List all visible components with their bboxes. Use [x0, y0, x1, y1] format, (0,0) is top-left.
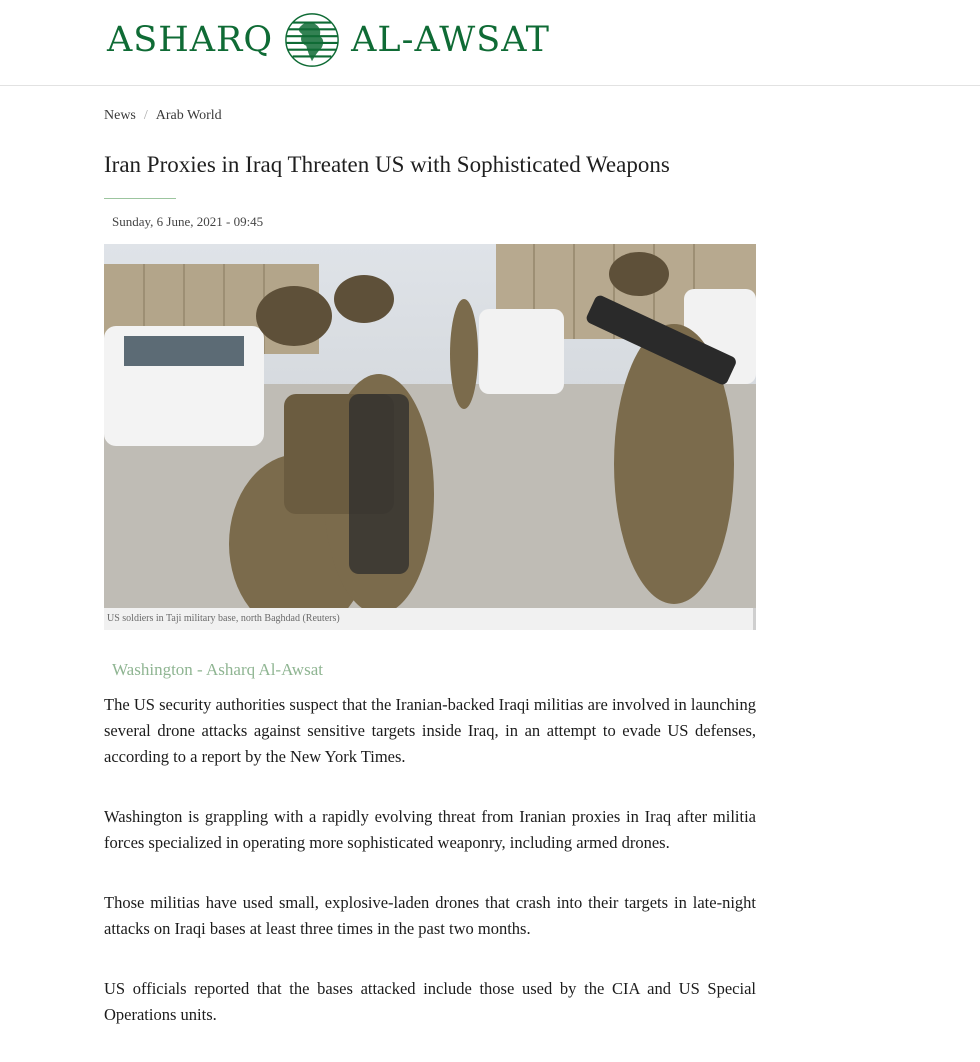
article-paragraph: Those militias have used small, explosive-laden drones that crash into their targets in late-night attacks on Iraqi bases at least three times in the past two months.: [104, 893, 756, 938]
article-date: Sunday, 6 June, 2021 - 09:45: [112, 214, 264, 229]
article-paragraph: US officials reported that the bases attacked include those used by the CIA and US Special Operations units.: [104, 979, 756, 1024]
article-byline: Washington - Asharq Al-Awsat: [112, 660, 323, 679]
breadcrumb: [104, 108, 222, 124]
caption-edge-bar: [753, 608, 756, 630]
globe-logo-icon: [283, 11, 341, 69]
article-paragraph: Washington is grappling with a rapidly evolving threat from Iranian proxies in Iraq after militia forces specialized in operating more sophisticated weaponry, including armed drones.: [104, 807, 756, 852]
logo-text-right: AL-AWSAT: [351, 20, 550, 60]
article-body: [104, 692, 756, 1062]
article-paragraph: The US security authorities suspect that the Iranian-backed Iraqi militias are involved in launching several drone attacks against sensitive targets inside Iraq, in an attempt to evade US defenses, according to a report by the New York Times.: [104, 695, 756, 766]
logo-text-left: ASHARQ: [107, 20, 274, 60]
article-title: Iran Proxies in Iraq Threaten US with Sophisticated Weapons: [104, 152, 670, 177]
breadcrumb-news-link[interactable]: News: [104, 108, 136, 123]
article-figure: [104, 244, 756, 630]
site-header: [0, 0, 980, 86]
breadcrumb-separator: /: [143, 108, 148, 123]
article-photo[interactable]: [104, 244, 756, 608]
site-logo[interactable]: [107, 10, 550, 70]
image-caption: US soldiers in Taji military base, north Baghdad (Reuters): [107, 613, 340, 624]
title-divider: [104, 198, 176, 199]
breadcrumb-arab-world-link[interactable]: Arab World: [155, 108, 222, 123]
